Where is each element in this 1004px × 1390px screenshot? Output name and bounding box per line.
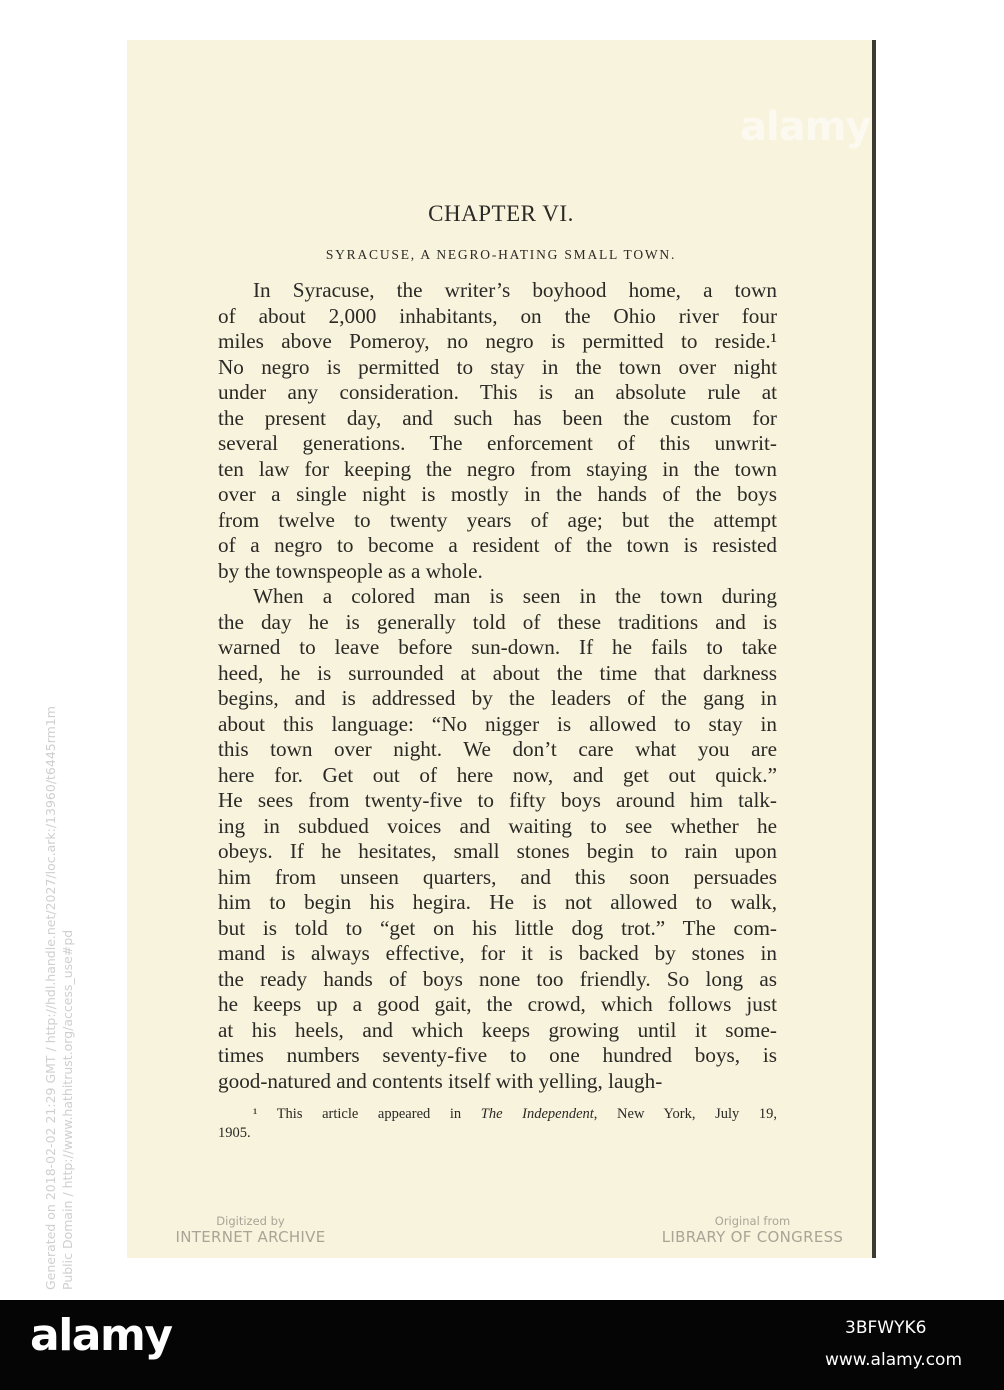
original-from-credit [650, 1214, 855, 1246]
digitized-by-label: Digitized by [216, 1214, 285, 1228]
text-line: He sees from twenty-five to fifty boys around him talk- [218, 788, 777, 812]
text-line: warned to leave before sun-down. If he fails to take [218, 635, 777, 659]
internet-archive-label: INTERNET ARCHIVE [175, 1228, 326, 1246]
text-line: No negro is permitted to stay in the town over night [218, 354, 777, 379]
text-line: obeys. If he hesitates, small stones begin to rain upon [218, 839, 777, 863]
chapter-heading: CHAPTER VI. [428, 201, 574, 226]
text-line: ten law for keeping the negro from staying in the town [218, 456, 777, 481]
text-line: him from unseen quarters, and this soon persuades [218, 864, 777, 889]
text-line: miles above Pomeroy, no negro is permitted to reside.¹ [218, 329, 777, 353]
text-line: good-natured and contents itself with yelling, laugh- [218, 1068, 663, 1093]
generation-notice-line: Generated on 2018-02-02 21:29 GMT / http://hdl.handle.net/2027/loc.ark:/13960/t6445rm1m [43, 706, 58, 1290]
body-text [218, 278, 777, 1094]
text-line: When a colored man is seen in the town during [253, 584, 777, 608]
text-line: the present day, and such has been the custom for [218, 405, 777, 430]
book-page [127, 40, 875, 1258]
text-line: him to begin his hegira. He is not allowed to walk, [218, 890, 777, 914]
page-edge [872, 40, 876, 1258]
image-id: 3BFWYK6 [845, 1318, 927, 1338]
footnote-line: 1905. [218, 1125, 251, 1141]
text-line: under any consideration. This is an absolute rule at [218, 380, 777, 404]
text-line: by the townspeople as a whole. [218, 558, 483, 583]
text-line: several generations. The enforcement of this unwrit- [218, 431, 777, 455]
text-line: In Syracuse, the writer’s boyhood home, a town [253, 278, 777, 302]
text-line: of about 2,000 inhabitants, on the Ohio river four [218, 303, 777, 328]
text-line: ing in subdued voices and waiting to see whether he [218, 813, 777, 838]
text-line: mand is always effective, for it is backed by stones in [218, 941, 777, 965]
text-line: of a negro to become a resident of the town is resisted [218, 533, 777, 557]
footnote-line: ¹ This article appeared in The Independent, New York, July 19, [253, 1106, 777, 1122]
text-line: but is told to “get on his little dog trot.” The com- [218, 915, 777, 940]
library-of-congress-label: LIBRARY OF CONGRESS [661, 1228, 844, 1246]
alamy-watermark: alamy [740, 104, 871, 150]
text-line: begins, and is addressed by the leaders of the gang in [218, 686, 777, 710]
text-line: over a single night is mostly in the hands of the boys [218, 482, 777, 506]
alamy-logo: alamy [30, 1310, 172, 1361]
text-line: from twelve to twenty years of age; but the attempt [218, 507, 777, 532]
text-line: heed, he is surrounded at about the time that darkness [218, 660, 777, 685]
footnote [218, 1105, 777, 1143]
text-line: the day he is generally told of these traditions and is [218, 609, 777, 634]
original-from-label: Original from [714, 1214, 791, 1228]
text-line: the ready hands of boys none too friendly. So long as [218, 966, 777, 991]
chapter-subtitle: SYRACUSE, A NEGRO-HATING SMALL TOWN. [325, 247, 677, 262]
text-line: about this language: “No nigger is allowed to stay in [218, 711, 777, 736]
text-line: times numbers seventy-five to one hundred boys, is [218, 1043, 777, 1067]
text-line: he keeps up a good gait, the crowd, which follows just [218, 992, 777, 1016]
text-line: this town over night. We don’t care what you are [218, 737, 777, 761]
text-line: here for. Get out of here now, and get out quick.” [218, 762, 777, 787]
digitized-by-credit [163, 1214, 338, 1246]
site-url: www.alamy.com [825, 1350, 963, 1370]
generation-notice-line: Public Domain / http://www.hathitrust.org/access_use#pd [60, 929, 75, 1290]
generation-notice [42, 706, 76, 1290]
text-line: at his heels, and which keeps growing until it some- [218, 1017, 777, 1042]
